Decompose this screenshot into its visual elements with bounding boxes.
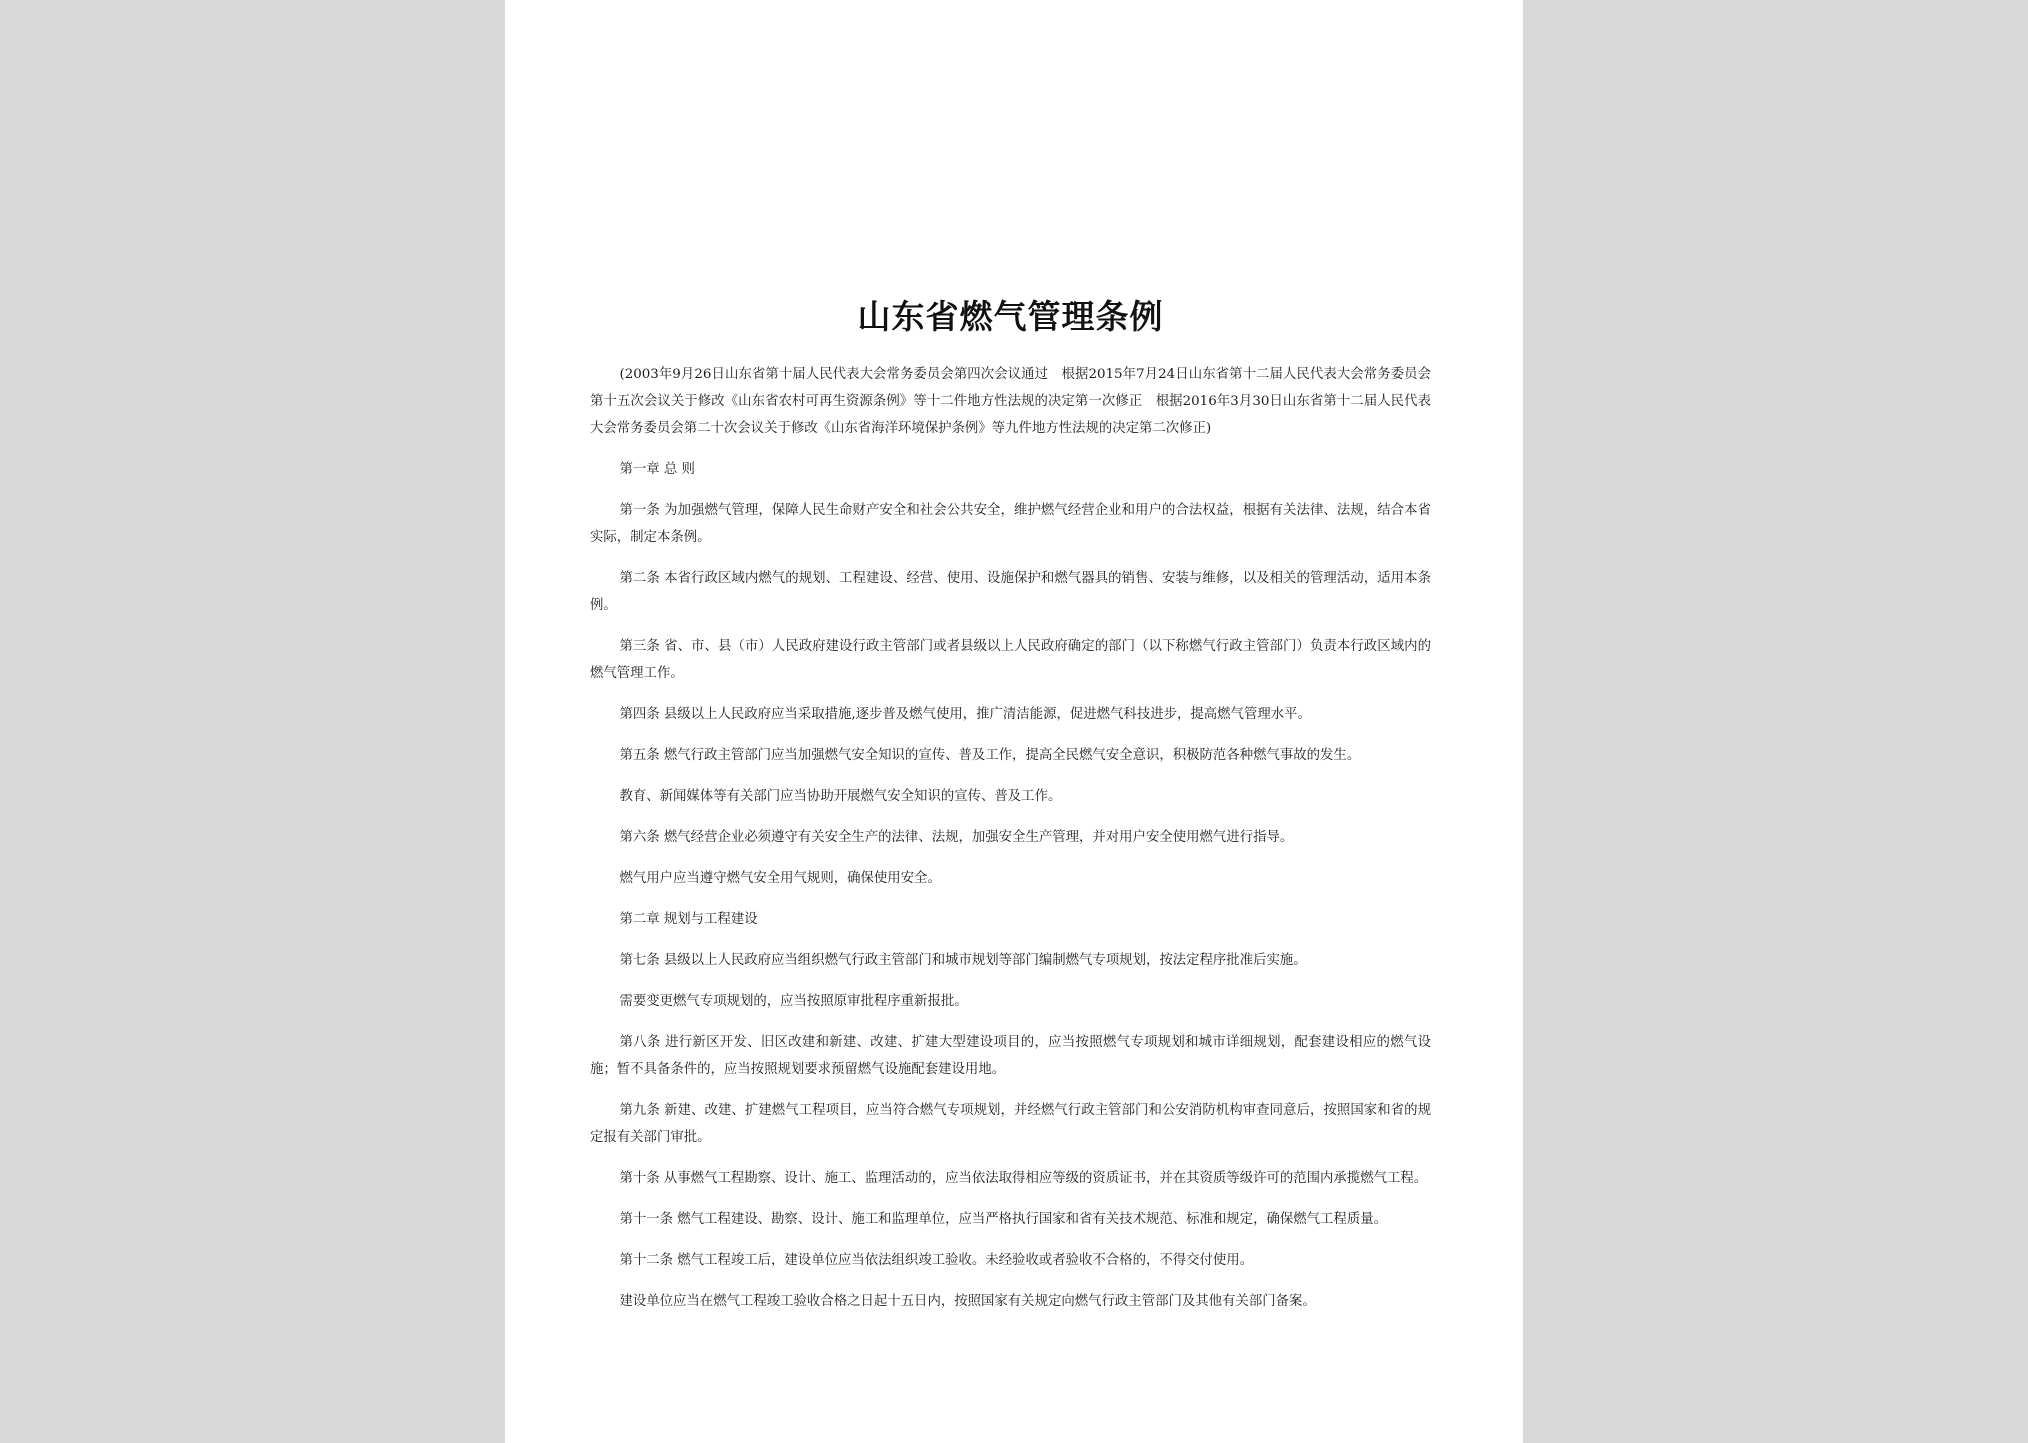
article-paragraph: 第十条 从事燃气工程勘察、设计、施工、监理活动的，应当依法取得相应等级的资质证书，并在其资质等级许可的范围内承揽燃气工程。 <box>619 1171 1428 1186</box>
document-page <box>505 0 1523 1443</box>
document-title: 山东省燃气管理条例 <box>857 297 1164 336</box>
article-paragraph: 第一条 为加强燃气管理，保障人民生命财产安全和社会公共安全，维护燃气经营企业和用户的合法权益，根据有关法律、法规，结合本省实际，制定本条例。 <box>590 503 1431 545</box>
article-paragraph: 教育、新闻媒体等有关部门应当协助开展燃气安全知识的宣传、普及工作。 <box>619 789 1062 804</box>
article-paragraph: 建设单位应当在燃气工程竣工验收合格之日起十五日内，按照国家有关规定向燃气行政主管部门及其他有关部门备案。 <box>619 1294 1316 1309</box>
preamble: (2003年9月26日山东省第十届人民代表大会常务委员会第四次会议通过 根据2015年7月24日山东省第十二届人民代表大会常务委员会第十五次会议关于修改《山东省农村可再生资源条例》等十二件地方性法规的决定第一次修正 根据2016年3月30日山东省第十二届人民代表大会常务委员会第二十次会议关于修改《山东省海洋环境保护条例》等九件地方性法规的决定第二次修正) <box>590 367 1431 436</box>
article-paragraph: 第十一条 燃气工程建设、勘察、设计、施工和监理单位，应当严格执行国家和省有关技术规范、标准和规定，确保燃气工程质量。 <box>619 1212 1387 1227</box>
article-paragraph: 第五条 燃气行政主管部门应当加强燃气安全知识的宣传、普及工作，提高全民燃气安全意识，积极防范各种燃气事故的发生。 <box>619 748 1361 763</box>
article-paragraph: 第六条 燃气经营企业必须遵守有关安全生产的法律、法规，加强安全生产管理，并对用户安全使用燃气进行指导。 <box>619 830 1294 845</box>
article-paragraph: 第八条 进行新区开发、旧区改建和新建、改建、扩建大型建设项目的，应当按照燃气专项规划和城市详细规划，配套建设相应的燃气设施；暂不具备条件的，应当按照规划要求预留燃气设施配套建设用地。 <box>590 1035 1431 1077</box>
article-paragraph: 第三条 省、市、县（市）人民政府建设行政主管部门或者县级以上人民政府确定的部门（以下称燃气行政主管部门）负责本行政区域内的燃气管理工作。 <box>590 639 1431 681</box>
article-paragraph: 第九条 新建、改建、扩建燃气工程项目，应当符合燃气专项规划，并经燃气行政主管部门和公安消防机构审查同意后，按照国家和省的规定报有关部门审批。 <box>590 1103 1431 1145</box>
article-paragraph: 第十二条 燃气工程竣工后，建设单位应当依法组织竣工验收。未经验收或者验收不合格的，不得交付使用。 <box>619 1253 1254 1268</box>
article-paragraph: 第二条 本省行政区域内燃气的规划、工程建设、经营、使用、设施保护和燃气器具的销售、安装与维修，以及相关的管理活动，适用本条例。 <box>590 571 1431 613</box>
chapter-heading: 第一章 总 则 <box>619 462 695 477</box>
article-paragraph: 第七条 县级以上人民政府应当组织燃气行政主管部门和城市规划等部门编制燃气专项规划，按法定程序批准后实施。 <box>619 953 1307 968</box>
article-paragraph: 需要变更燃气专项规划的，应当按照原审批程序重新报批。 <box>619 994 968 1009</box>
chapter-heading: 第二章 规划与工程建设 <box>619 912 758 927</box>
article-paragraph: 第四条 县级以上人民政府应当采取措施,逐步普及燃气使用，推广清洁能源，促进燃气科技进步，提高燃气管理水平。 <box>619 707 1311 722</box>
article-paragraph: 燃气用户应当遵守燃气安全用气规则，确保使用安全。 <box>619 871 941 886</box>
